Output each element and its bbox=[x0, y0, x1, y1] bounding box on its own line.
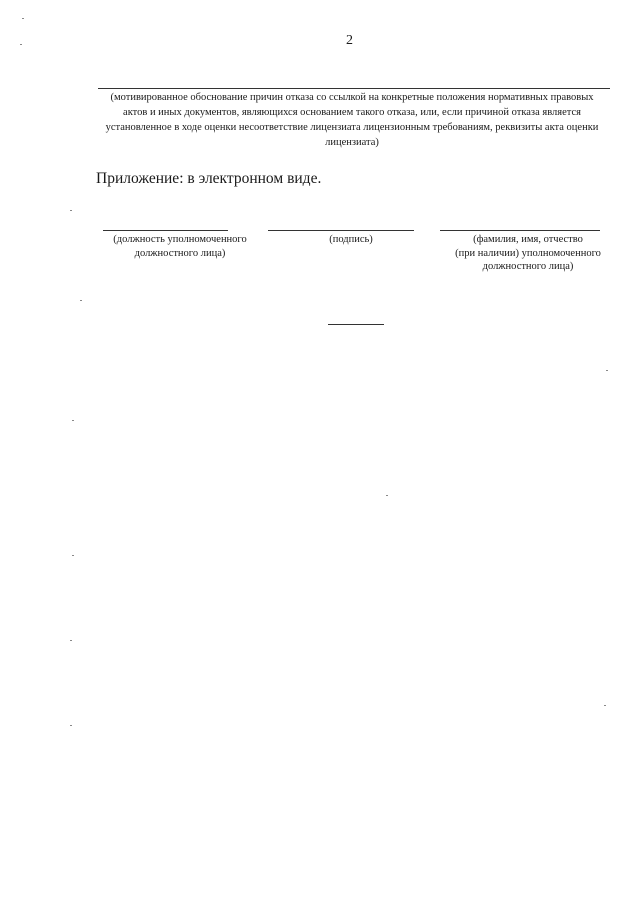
scan-speck bbox=[70, 725, 72, 726]
attachment-note: Приложение: в электронном виде. bbox=[96, 170, 322, 187]
full-name-caption bbox=[440, 233, 616, 274]
position-caption-line: (должность уполномоченного bbox=[113, 234, 247, 245]
signature-caption-line: (подпись) bbox=[329, 234, 373, 245]
position-fill-line bbox=[103, 230, 228, 231]
refusal-reason-fill-line bbox=[98, 88, 610, 89]
full-name-caption-line: (при наличии) уполномоченного bbox=[455, 247, 601, 259]
full-name-caption-line: (фамилия, имя, отчество bbox=[473, 234, 583, 245]
scan-speck bbox=[20, 44, 22, 45]
signature-fill-line bbox=[268, 230, 414, 231]
scan-speck bbox=[386, 495, 388, 496]
scan-speck bbox=[22, 18, 24, 19]
refusal-reason-caption bbox=[92, 90, 612, 150]
scan-speck bbox=[72, 420, 74, 421]
scan-speck bbox=[70, 640, 72, 641]
end-of-document-line bbox=[328, 324, 384, 325]
position-caption-line: должностного лица) bbox=[134, 247, 226, 259]
page-number: 2 bbox=[346, 33, 353, 48]
position-caption bbox=[96, 233, 264, 260]
scan-speck bbox=[72, 555, 74, 556]
scan-speck bbox=[604, 705, 606, 706]
refusal-reason-caption-line: установленное в ходе оценки несоответствие лицензиата лицензионным требованиям, реквизиты акта оценки bbox=[105, 122, 599, 133]
refusal-reason-caption-line: лицензиата) bbox=[325, 137, 379, 148]
refusal-reason-caption-line: актов и иных документов, являющихся основанием такого отказа, или, если причиной отказа является bbox=[123, 107, 581, 118]
refusal-reason-caption-line: (мотивированное обоснование причин отказа со ссылкой на конкретные положения нормативных правовых bbox=[110, 92, 594, 103]
full-name-caption-line: должностного лица) bbox=[482, 261, 574, 272]
scan-speck bbox=[606, 370, 608, 371]
scan-speck bbox=[70, 210, 72, 211]
full-name-fill-line bbox=[440, 230, 600, 231]
scan-speck bbox=[80, 300, 82, 301]
signature-caption bbox=[296, 233, 406, 247]
